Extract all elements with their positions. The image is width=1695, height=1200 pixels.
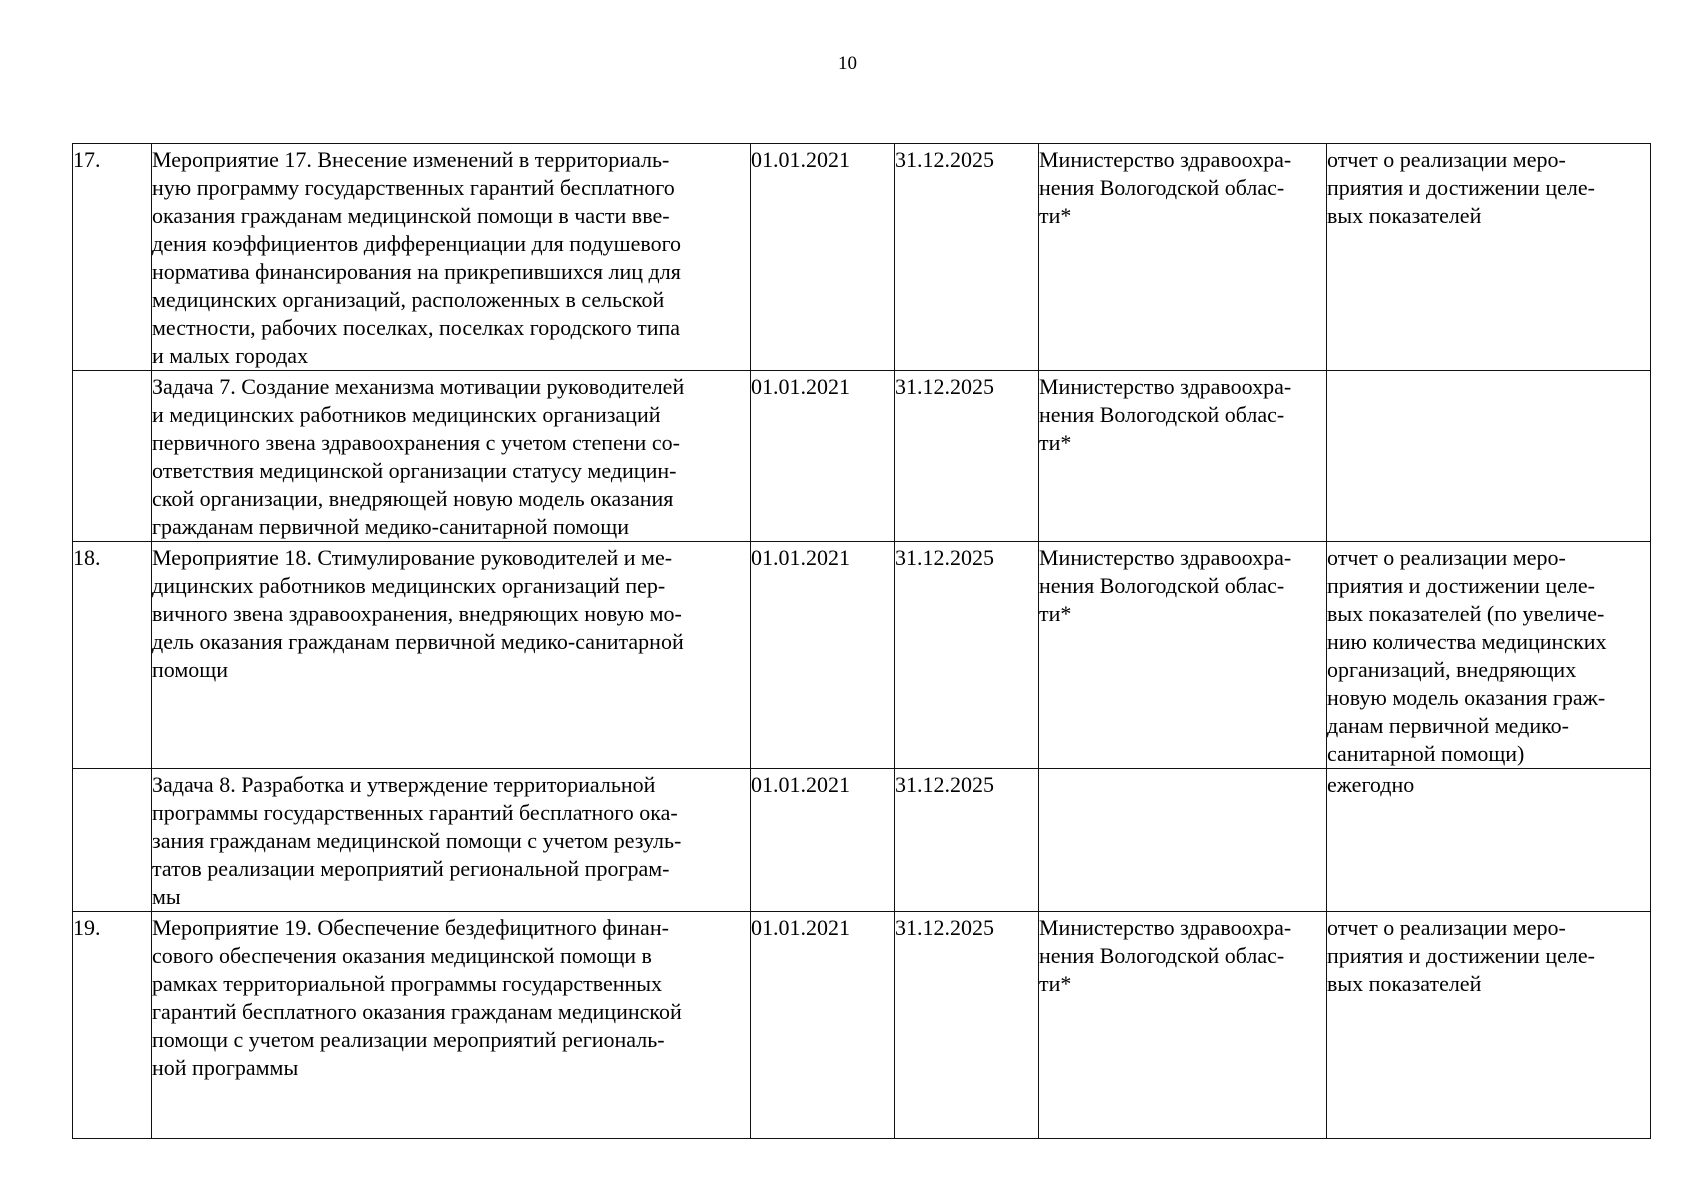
executor-cell: Министерство здравоохра- нения Вологодской облас- ти* [1039,144,1327,371]
end-date-cell: 31.12.2025 [895,371,1039,542]
executor-cell: Министерство здравоохра- нения Вологодской облас- ти* [1039,912,1327,1139]
table-row [73,912,1651,1139]
start-date-cell: 01.01.2021 [751,769,895,912]
end-date-cell: 31.12.2025 [895,144,1039,371]
end-date-cell: 31.12.2025 [895,542,1039,769]
start-date-cell: 01.01.2021 [751,912,895,1139]
start-date-cell: 01.01.2021 [751,542,895,769]
measure-text-cell: Задача 8. Разработка и утверждение территориальной программы государственных гарантий бесплатного ока- зания гражданам медицинской помощи с учетом резуль- татов реализации мероприятий региональной програм- мы [152,769,751,912]
start-date-cell: 01.01.2021 [751,144,895,371]
row-number-cell: 19. [73,912,152,1139]
end-date-cell: 31.12.2025 [895,769,1039,912]
result-cell: отчет о реализации меро- приятия и достижении целе- вых показателей [1327,144,1651,371]
table-row [73,371,1651,542]
row-number-cell: 18. [73,542,152,769]
result-cell [1327,371,1651,542]
page-number: 10 [838,53,857,74]
result-cell: отчет о реализации меро- приятия и достижении целе- вых показателей (по увеличе- нию количества медицинских организаций, внедряющих новую модель оказания граж- данам первичной медико- санитарной помощи) [1327,542,1651,769]
measure-text-cell: Мероприятие 17. Внесение изменений в территориаль- ную программу государственных гарантий бесплатного оказания гражданам медицинской помощи в части вве- дения коэффициентов дифференциации для подушевого норматива финансирования на прикрепившихся лиц для медицинских организаций, расположенных в сельской местности, рабочих поселках, поселках городского типа и малых городах [152,144,751,371]
result-cell: ежегодно [1327,769,1651,912]
measures-table [72,143,1651,1139]
table-row [73,144,1651,371]
measures-table-wrapper [72,143,1651,1139]
executor-cell: Министерство здравоохра- нения Вологодской облас- ти* [1039,542,1327,769]
start-date-cell: 01.01.2021 [751,371,895,542]
measure-text-cell: Мероприятие 18. Стимулирование руководителей и ме- дицинских работников медицинских организаций пер- вичного звена здравоохранения, внедряющих новую мо- дель оказания гражданам первичной медико-санитарной помощи [152,542,751,769]
measure-text-cell: Мероприятие 19. Обеспечение бездефицитного финан- сового обеспечения оказания медицинской помощи в рамках территориальной программы государственных гарантий бесплатного оказания гражданам медицинской помощи с учетом реализации мероприятий региональ- ной программы [152,912,751,1139]
measure-text-cell: Задача 7. Создание механизма мотивации руководителей и медицинских работников медицинских организаций первичного звена здравоохранения с учетом степени со- ответствия медицинской организации статусу медицин- ской организации, внедряющей новую модель оказания гражданам первичной медико-санитарной помощи [152,371,751,542]
executor-cell [1039,769,1327,912]
result-cell: отчет о реализации меро- приятия и достижении целе- вых показателей [1327,912,1651,1139]
table-row [73,769,1651,912]
row-number-cell [73,371,152,542]
end-date-cell: 31.12.2025 [895,912,1039,1139]
row-number-cell: 17. [73,144,152,371]
table-row [73,542,1651,769]
executor-cell: Министерство здравоохра- нения Вологодской облас- ти* [1039,371,1327,542]
row-number-cell [73,769,152,912]
